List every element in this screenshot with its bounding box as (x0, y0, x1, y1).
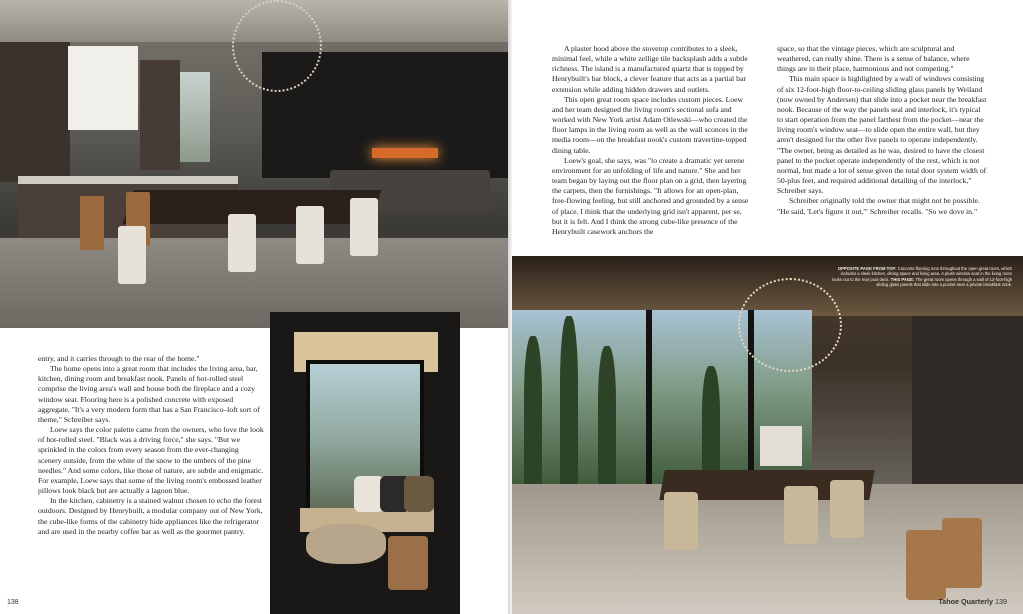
left-page (0, 0, 508, 614)
body-paragraph: entry, and it carries through to the rear of the home." (38, 354, 200, 363)
photo-plaster-hood (68, 46, 138, 130)
body-paragraph: Schreiber originally told the owner that might not be possible. "He said, 'Let's figure it out,'" Schreiber recalls. "So we dove in." (777, 196, 980, 216)
page-number-right: 139 (995, 597, 1007, 606)
photo-pine-tree (524, 336, 542, 486)
body-paragraph: The home opens into a great room that includes the living area, bar, kitchen, dining room and breakfast nook. Panels of hot-rolled steel comprise the living area's wall and house both the fireplace and a cozy window seat. Flooring here is a polished concrete with exposed aggregate. "It's a very modern form that has a San Francisco–loft sort of theme," Schreiber says. (38, 364, 260, 424)
photo-caption (832, 266, 1012, 288)
caption-text: Concrete flooring runs throughout the open great room, which includes a sleek kitchen, dining space and living area. A plush window seat in the living room looks out to the rear pool deck. (832, 266, 1012, 282)
photo-window (180, 72, 210, 162)
caption-text: The great room opens through a wall of 12-foot-high sliding glass panels that slide into a pocket near a private breakfast nook. (876, 276, 1012, 288)
body-paragraph: Loew's goal, she says, was "to create a dramatic yet serene environment for an unfolding of life and nature." She and her team began by laying out the floor plan on a grid, then layering the carpets, then the furnishings. "It allows for an open-plan, free-flowing feeling, but still anchored and grounded by a sense of place. I think that the underlying grid isn't apparent, per se, but it is felt. And I think the strong cube-like presence of the Henrybuilt casework anchors the (552, 155, 749, 236)
photo-dining-chair (118, 226, 146, 284)
caption-lead: OPPOSITE PAGE FROM TOP: (837, 266, 897, 271)
window-seat-photo (270, 312, 460, 614)
chandelier-icon (738, 278, 842, 372)
page-number-left: 138 (7, 599, 19, 606)
right-page (512, 0, 1023, 614)
photo-wood-stool (942, 518, 982, 588)
photo-window-mullion (646, 310, 652, 486)
magazine-name: Tahoe Quarterly (938, 597, 993, 606)
photo-pine-tree (560, 316, 578, 486)
great-room-photo (512, 256, 1023, 614)
photo-pine-tree (702, 366, 720, 486)
page-footer-right (938, 597, 1007, 606)
body-paragraph: space, so that the vintage pieces, which are sculptural and weathered, can really shine. There is a sense of balance, where things are in their place, harmonious and not competing." (777, 44, 970, 74)
body-paragraph: In the kitchen, cabinetry is a stained walnut chosen to echo the forest outdoors. Designed by Henrybuilt, a modular company out of New York, the cube-like forms of the cabinetry hide appliances like the refrigerator and are used in the nearby coffee bar as well as the gourmet pantry. (38, 496, 263, 536)
photo-pine-tree (598, 346, 616, 486)
body-paragraph: This open great room space includes custom pieces. Loew and her team designed the living room's sectional sofa and worked with New York artist Adam Otlewski—who created the floor lamps in the living room as well as the wall sconces in the media room—on the breakfast nook's custom travertine-topped dining table. (552, 94, 748, 155)
body-paragraph: This main space is highlighted by a wall of windows consisting of six 12-foot-high floor-to-ceiling sliding glass panels by Weiland (now owned by Andersen) that slide into a pocket near the breakfast nook. Because of the way the panels seal and interlock, it's typical to start operation from the panel farthest from the pocket—near the living room's window seat—to slide open the entire wall, but they aren't designed for the other five panels to operate independently. "The owner, being as detailed as he was, desired to have the closest panel to the pocket operate independently of the rest, which is not normal, but made a lot of sense given the total door system width of 50-plus feet, and required additional detailing of the interlock," Schreiber says. (777, 74, 987, 196)
kitchen-dining-photo (0, 0, 508, 328)
caption-lead: THIS PAGE: (890, 276, 915, 282)
right-body-column-b (777, 44, 987, 217)
photo-walnut-cabinetry (0, 42, 70, 182)
photo-dining-chair (296, 206, 324, 264)
photo-dining-chair (228, 214, 256, 272)
left-body-text (38, 354, 264, 537)
photo-pillow (404, 476, 434, 512)
photo-dining-chair (784, 486, 818, 544)
right-body-column-a (552, 44, 752, 237)
photo-dining-chair (664, 492, 698, 550)
body-paragraph: A plaster hood above the stovetop contributes to a sleek, minimal feel, while a white zellige tile backsplash adds a subtle richness. The island is a manufactured quartz that is topped by Henrybuilt's bar block, a clever feature that acts as a partial bar extension while adding hidden drawers and outlets. (552, 44, 748, 94)
photo-sheepskin-rug (306, 524, 386, 564)
chandelier-icon (232, 0, 322, 92)
photo-wood-stool (388, 536, 428, 590)
photo-outdoor-fireplace (760, 426, 802, 466)
photo-dining-chair (350, 198, 378, 256)
photo-dining-chair (830, 480, 864, 538)
photo-fireplace (372, 148, 438, 158)
photo-cabinet (140, 60, 180, 170)
body-paragraph: Loew says the color palette came from the owners, who love the look of hot-rolled steel. "Black was a driving force," she says. "But we sprinkled in the colors from every season from the ever-changing scenery outside, from the white of the snow to the umbers of the pine needles." And some colors, like those of nature, are subtle and enigmatic. For example, Loew says that some of the living room's embossed leather pillows look black but are actually a lagoon blue. (38, 425, 264, 496)
photo-bar-stool (80, 196, 104, 250)
photo-wood-stool (906, 530, 946, 600)
